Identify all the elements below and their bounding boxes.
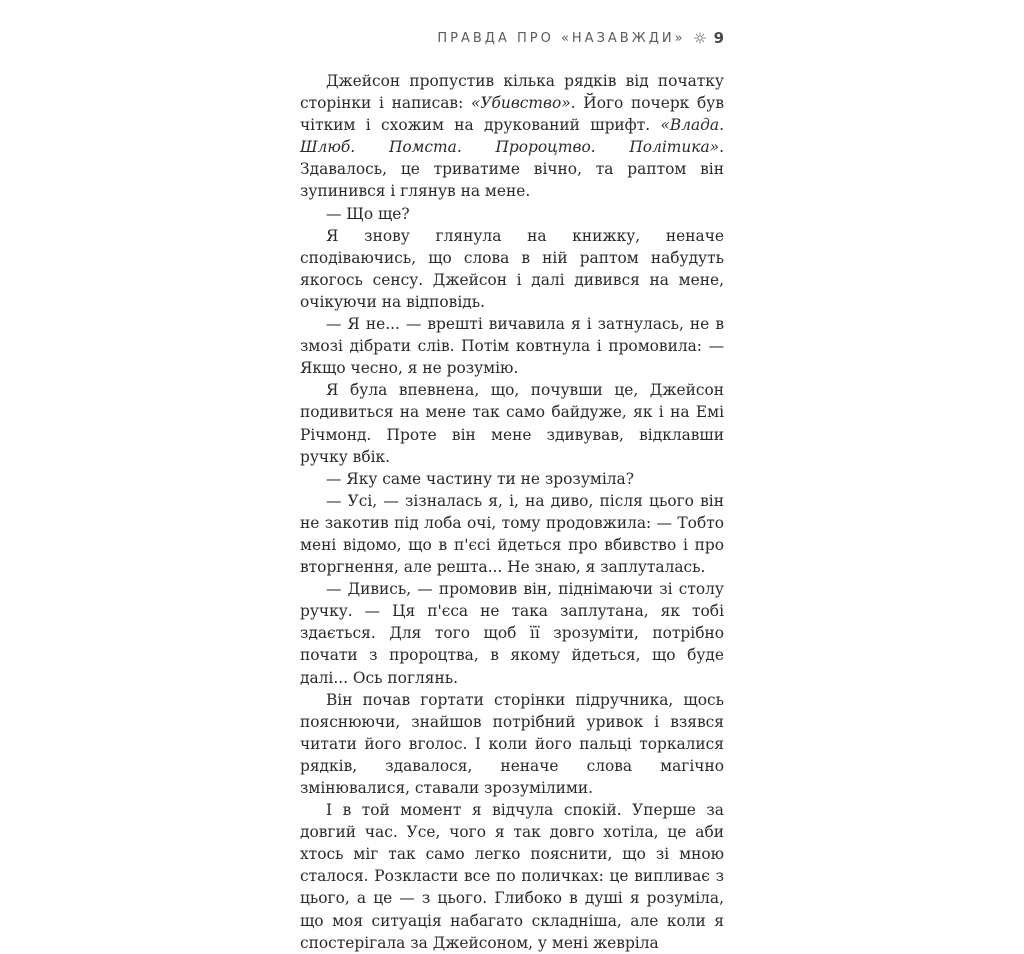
text-run: І в той момент я відчула спокій. Уперше за довгий час. Усе, чого я так довго хотіла, це аби хтось міг так само легко пояснити, що зі мною сталося. Розкласти все по поличках: це випливає з цього, а це — з цього. Глибоко в душі я розуміла, що моя ситуація набагато складніша, але коли я спостерігала за Джейсоном, у мені жевріла bbox=[300, 801, 724, 952]
paragraph bbox=[300, 799, 724, 954]
text-run: Я знову глянула на книжку, неначе сподіваючись, що слова в ній раптом набудуть якогось сенсу. Джейсон і далі дивився на мене, очікуючи на відповідь. bbox=[300, 226, 724, 311]
sun-ornament-icon bbox=[694, 32, 706, 44]
paragraph bbox=[300, 70, 724, 203]
text-run: . Здавалось, це триватиме вічно, та раптом він зупинився і глянув на мене. bbox=[300, 138, 724, 201]
text-run: — Що ще? bbox=[326, 204, 410, 223]
paragraph bbox=[300, 578, 724, 688]
paragraph bbox=[300, 379, 724, 467]
italic-text-run: «Убивство» bbox=[471, 94, 571, 113]
paragraph bbox=[300, 225, 724, 313]
text-run: — Усі, — зізналась я, і, на диво, після цього він не закотив під лоба очі, тому продовжила: — Тобто мені відомо, що в п'єсі йдеться про вбивство і про вторгнення, але решта... Не знаю, я заплуталась. bbox=[300, 491, 724, 577]
body-text bbox=[300, 70, 724, 954]
text-run: . Його почерк був чітким і схожим на друкований шрифт. bbox=[300, 94, 724, 135]
text-run: Я була впевнена, що, почувши це, Джейсон подивиться на мене так само байдуже, як і на Емі Річмонд. Проте він мене здивував, відклавши ручку вбік. bbox=[300, 381, 724, 466]
italic-text-run: «Влада. Шлюб. Помста. Пророцтво. Політика» bbox=[300, 116, 724, 157]
paragraph bbox=[300, 689, 724, 799]
text-run: — Яку саме частину ти не зрозуміла? bbox=[326, 469, 634, 488]
paragraph bbox=[300, 203, 724, 225]
text-run: Він почав гортати сторінки підручника, щось пояснюючи, знайшов потрібний уривок і взявся читати його вголос. І коли його пальці торкалися рядків, здавалося, неначе слова магічно змінювалися, ставали зрозумілими. bbox=[300, 690, 724, 797]
paragraph bbox=[300, 468, 724, 490]
running-header bbox=[437, 29, 724, 47]
running-header-title: ПРАВДА ПРО «НАЗАВЖДИ» bbox=[437, 30, 686, 46]
paragraph bbox=[300, 490, 724, 578]
text-run: Джейсон пропустив кілька рядків від початку сторінки і написав: bbox=[300, 72, 724, 113]
text-run: — Я не... — врешті вичавила я і затнулась, не в змозі дібрати слів. Потім ковтнула і промовила: — Якщо чесно, я не розумію. bbox=[300, 315, 724, 378]
page-number: 9 bbox=[713, 29, 724, 47]
paragraph bbox=[300, 313, 724, 379]
text-run: — Дивись, — промовив він, піднімаючи зі столу ручку. — Ця п'єса не така заплутана, як тобі здається. Для того щоб її зрозуміти, потрібно почати з пророцтва, в якому йдеться, що буде далі... Ось поглянь. bbox=[300, 580, 724, 687]
